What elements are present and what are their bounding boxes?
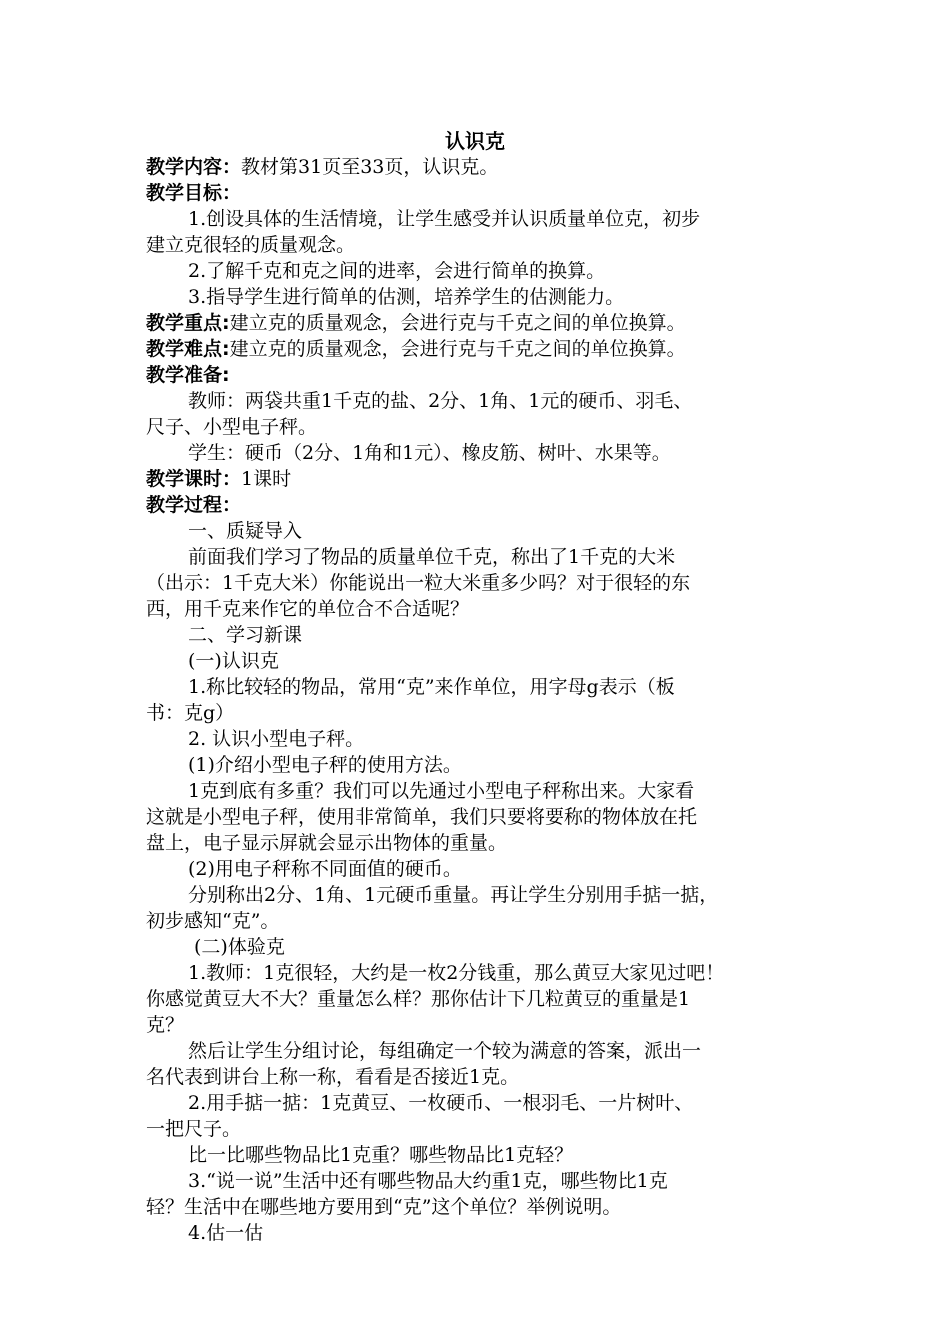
paragraph-line: 然后让学生分组讨论，每组确定一个较为满意的答案，派出一 bbox=[188, 1040, 702, 1062]
difficulties-line bbox=[146, 336, 806, 362]
paragraph-line: 前面我们学习了物品的质量单位千克，称出了1千克的大米 bbox=[188, 546, 676, 568]
paragraph-line: 盘上，电子显示屏就会显示出物体的重量。 bbox=[146, 832, 508, 854]
heading-text: 建立克的质量观念，会进行克与千克之间的单位换算。 bbox=[229, 312, 686, 334]
paragraph-line: 建立克很轻的质量观念。 bbox=[146, 234, 356, 256]
subsection-heading: (二)体验克 bbox=[194, 936, 285, 958]
paragraph-line: 名代表到讲台上称一称，看看是否接近1克。 bbox=[146, 1066, 520, 1088]
document-body bbox=[146, 154, 806, 1246]
section-heading: 二、学习新课 bbox=[188, 624, 303, 646]
paragraph-line: 2.用手掂一掂：1克黄豆、一枚硬币、一根羽毛、一片树叶、 bbox=[188, 1092, 694, 1114]
paragraph-line: 西，用千克来作它的单位合不合适呢？ bbox=[146, 598, 470, 620]
heading-label: 教学重点: bbox=[146, 312, 230, 334]
class-hours-line bbox=[146, 466, 806, 492]
paragraph-line: 2. 认识小型电子秤。 bbox=[188, 728, 365, 750]
paragraph-line: 你感觉黄豆大不大？重量怎么样？那你估计下几粒黄豆的重量是1 bbox=[146, 988, 691, 1010]
heading-label: 教学过程： bbox=[146, 494, 242, 516]
paragraph-line: 3.“说一说”生活中还有哪些物品大约重1克，哪些物比1克 bbox=[188, 1170, 668, 1192]
paragraph-line: 1.教师：1克很轻，大约是一枚2分钱重，那么黄豆大家见过吧！ bbox=[188, 962, 725, 984]
heading-label: 教学目标： bbox=[146, 182, 242, 204]
paragraph-line: 克？ bbox=[146, 1014, 185, 1036]
paragraph-line: 书：克g） bbox=[146, 702, 235, 724]
heading-label: 教学难点: bbox=[146, 338, 230, 360]
heading-text: 1课时 bbox=[241, 468, 292, 490]
teaching-goals-line bbox=[146, 180, 806, 206]
subsection-heading: (一)认识克 bbox=[188, 650, 279, 672]
paragraph-line: 比一比哪些物品比1克重？哪些物品比1克轻？ bbox=[188, 1144, 574, 1166]
preparation-line bbox=[146, 362, 806, 388]
paragraph-line: 1.创设具体的生活情境，让学生感受并认识质量单位克，初步 bbox=[188, 208, 701, 230]
teaching-content-line bbox=[146, 154, 806, 180]
paragraph-line: 1克到底有多重？我们可以先通过小型电子秤称出来。大家看 bbox=[188, 780, 695, 802]
document-title: 认识克 bbox=[445, 129, 505, 153]
paragraph-line: 这就是小型电子秤，使用非常简单，我们只要将要称的物体放在托 bbox=[146, 806, 698, 828]
paragraph-line: (2)用电子秤称不同面值的硬币。 bbox=[188, 858, 462, 880]
paragraph-line: 4.估一估 bbox=[188, 1222, 264, 1244]
paragraph-line: 2.了解千克和克之间的进率，会进行简单的换算。 bbox=[188, 260, 606, 282]
heading-text: 建立克的质量观念，会进行克与千克之间的单位换算。 bbox=[229, 338, 686, 360]
paragraph-line: 教师：两袋共重1千克的盐、2分、1角、1元的硬币、羽毛、 bbox=[188, 390, 693, 412]
paragraph-line: 初步感知“克”。 bbox=[146, 910, 280, 932]
heading-label: 教学课时： bbox=[146, 468, 242, 490]
key-points-line bbox=[146, 310, 806, 336]
paragraph-line: 一把尺子。 bbox=[146, 1118, 242, 1140]
paragraph-line: 尺子、小型电子秤。 bbox=[146, 416, 318, 438]
heading-label: 教学内容： bbox=[146, 156, 242, 178]
paragraph-line: 学生：硬币（2分、1角和1元）、橡皮筋、树叶、水果等。 bbox=[188, 442, 671, 464]
paragraph-line: （出示：1千克大米）你能说出一粒大米重多少吗？对于很轻的东 bbox=[146, 572, 691, 594]
paragraph-line: 分别称出2分、1角、1元硬币重量。再让学生分别用手掂一掂， bbox=[188, 884, 719, 906]
paragraph-line: 3.指导学生进行简单的估测，培养学生的估测能力。 bbox=[188, 286, 625, 308]
process-line bbox=[146, 492, 806, 518]
heading-label: 教学准备: bbox=[146, 364, 230, 386]
paragraph-line: 1.称比较轻的物品，常用“克”来作单位，用字母g表示（板 bbox=[188, 676, 675, 698]
paragraph-line: (1)介绍小型电子秤的使用方法。 bbox=[188, 754, 462, 776]
heading-text: 教材第31页至33页，认识克。 bbox=[241, 156, 499, 178]
section-heading: 一、质疑导入 bbox=[188, 520, 303, 542]
paragraph-line: 轻？生活中在哪些地方要用到“克”这个单位？举例说明。 bbox=[146, 1196, 622, 1218]
